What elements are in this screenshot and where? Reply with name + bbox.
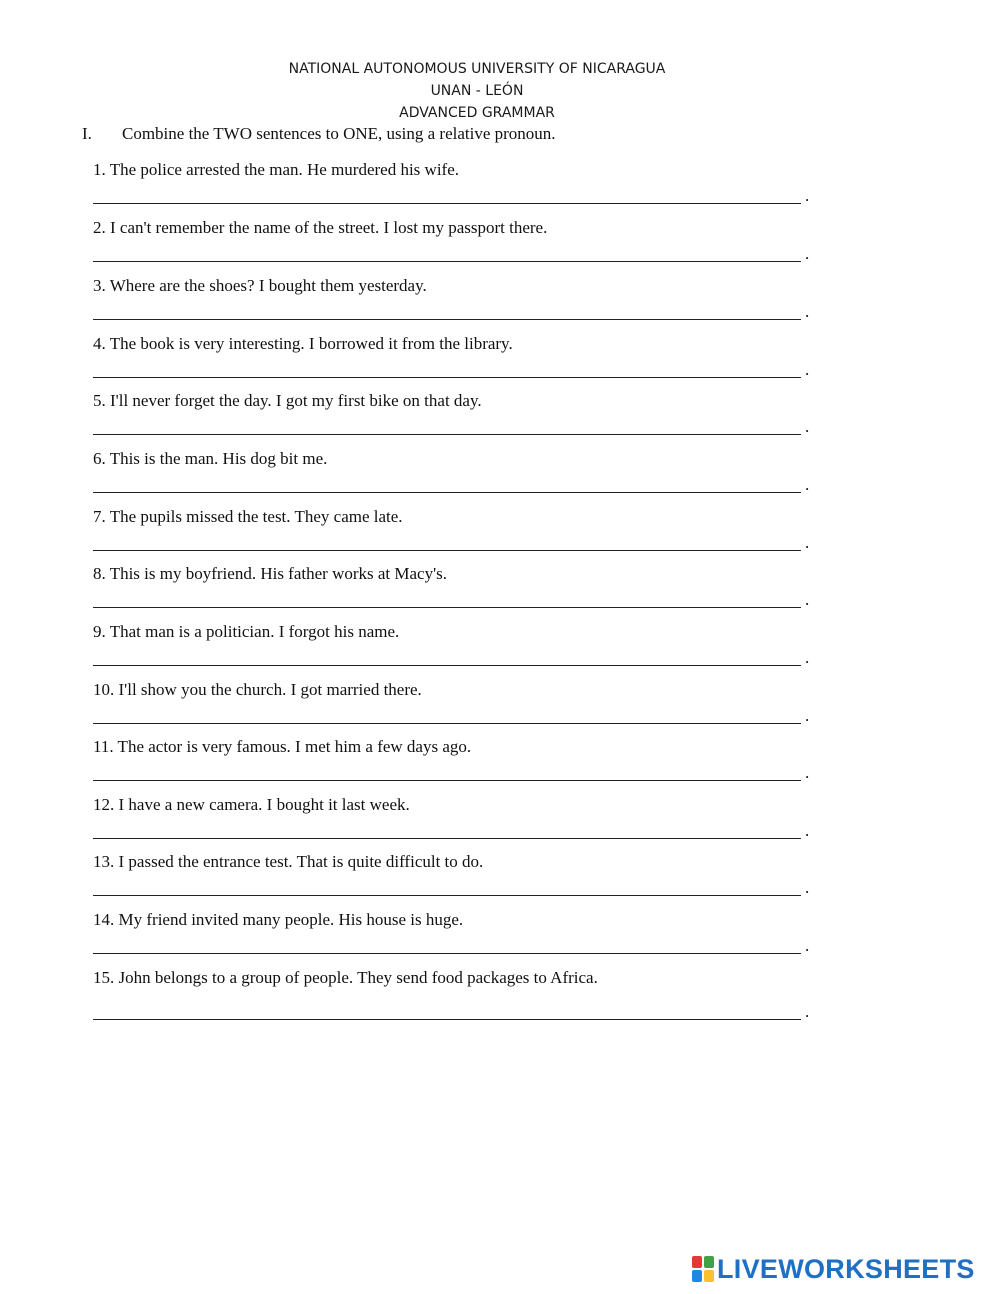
answer-end-period: . [805,878,810,897]
answer-line[interactable] [93,360,801,378]
campus-name: UNAN - LEÓN [430,83,524,99]
answer-line[interactable] [93,763,801,781]
answer-end-period: . [805,763,810,782]
answer-end-period: . [805,186,810,205]
exercise-prompt: 1. The police arrested the man. He murdered his wife. [93,160,459,179]
exercise-item [93,852,833,902]
answer-line[interactable] [93,878,801,896]
answer-row [93,763,833,787]
exercise-prompt: 14. My friend invited many people. His house is huge. [93,910,464,929]
exercise-item [93,507,833,557]
section-numeral: I. [82,124,92,143]
exercise-prompt: 6. This is the man. His dog bit me. [93,449,328,468]
answer-line[interactable] [93,244,801,262]
answer-row [93,533,833,557]
course-title: ADVANCED GRAMMAR [399,105,555,121]
answer-end-period: . [805,936,810,955]
answer-row [93,360,833,384]
answer-line[interactable] [93,186,801,204]
answer-line[interactable] [93,417,801,435]
liveworksheets-logo-icon [692,1256,714,1282]
answer-row [93,821,833,845]
answer-row [93,302,833,326]
answer-row [93,936,833,960]
answer-end-period: . [805,821,810,840]
exercise-prompt: 3. Where are the shoes? I bought them yesterday. [93,276,427,295]
answer-line[interactable] [93,648,801,666]
answer-line[interactable] [93,706,801,724]
answer-row [93,878,833,902]
document-header [0,58,954,124]
answer-row [93,186,833,210]
answer-end-period: . [805,590,810,609]
answer-end-period: . [805,244,810,263]
exercise-prompt: 12. I have a new camera. I bought it last week. [93,795,410,814]
answer-row [93,475,833,499]
university-name: NATIONAL AUTONOMOUS UNIVERSITY OF NICARAGUA [288,61,666,77]
answer-row [93,648,833,672]
answer-line[interactable] [93,1002,801,1020]
exercise-prompt: 11. The actor is very famous. I met him a few days ago. [93,737,472,756]
exercise-prompt: 7. The pupils missed the test. They came late. [93,507,403,526]
exercise-item [93,391,833,441]
answer-line[interactable] [93,475,801,493]
exercise-item [93,449,833,499]
exercise-item [93,218,833,268]
exercise-prompt: 4. The book is very interesting. I borrowed it from the library. [93,334,513,353]
answer-end-period: . [805,1002,810,1021]
answer-line[interactable] [93,936,801,954]
exercise-instruction [82,124,556,144]
answer-end-period: . [805,648,810,667]
exercise-item [93,276,833,326]
liveworksheets-logo [692,1254,975,1284]
exercise-item [93,334,833,384]
answer-row [93,244,833,268]
exercise-prompt: 2. I can't remember the name of the street. I lost my passport there. [93,218,548,237]
answer-end-period: . [805,475,810,494]
exercise-prompt: 15. John belongs to a group of people. They send food packages to Africa. [93,968,598,987]
answer-end-period: . [805,706,810,725]
answer-end-period: . [805,417,810,436]
answer-line[interactable] [93,821,801,839]
exercise-item [93,564,833,614]
exercise-item [93,160,833,210]
exercise-prompt: 13. I passed the entrance test. That is quite difficult to do. [93,852,484,871]
answer-row [93,706,833,730]
answer-line[interactable] [93,533,801,551]
exercise-item [93,680,833,730]
exercise-prompt: 8. This is my boyfriend. His father works at Macy's. [93,564,448,583]
exercise-item [93,622,833,672]
instruction-text: Combine the TWO sentences to ONE, using a relative pronoun. [122,124,556,143]
answer-row [93,590,833,614]
exercise-item [93,737,833,787]
exercise-prompt: 5. I'll never forget the day. I got my first bike on that day. [93,391,482,410]
answer-end-period: . [805,533,810,552]
answer-line[interactable] [93,590,801,608]
answer-line[interactable] [93,302,801,320]
exercise-item [93,910,833,960]
answer-end-period: . [805,302,810,321]
answer-row [93,1002,833,1026]
answer-end-period: . [805,360,810,379]
exercise-prompt: 10. I'll show you the church. I got married there. [93,680,422,699]
exercise-item [93,795,833,845]
logo-text: LIVEWORKSHEETS [717,1253,975,1284]
answer-row [93,417,833,441]
exercise-prompt: 9. That man is a politician. I forgot his name. [93,622,400,641]
exercise-item [93,968,833,1026]
